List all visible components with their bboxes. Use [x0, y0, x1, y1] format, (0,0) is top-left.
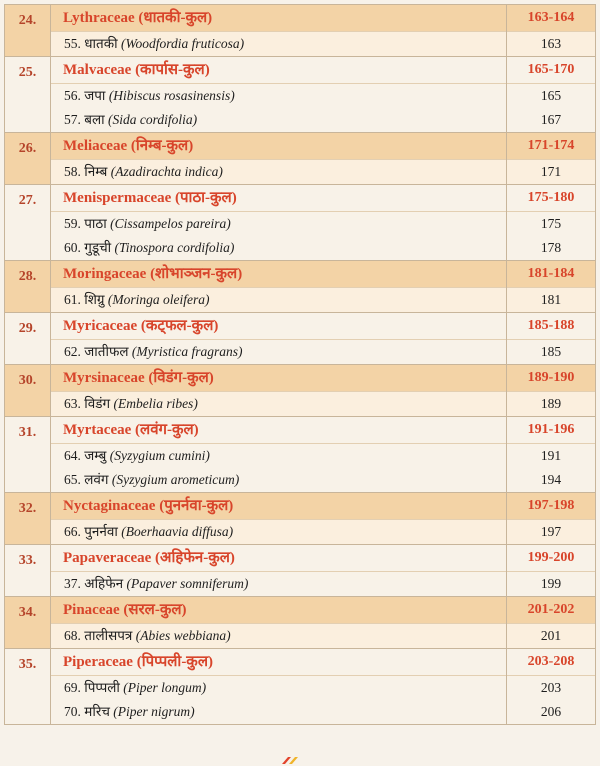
family-row [5, 597, 595, 649]
page-column [507, 649, 595, 724]
page-column [507, 261, 595, 312]
family-row [5, 545, 595, 597]
page-column [507, 365, 595, 416]
plant-page-number: 189 [507, 392, 595, 416]
family-number: 34. [5, 597, 51, 648]
family-entries [51, 649, 507, 724]
plant-label: 58. निम्ब [64, 164, 108, 179]
plant-latin-name: (Embelia ribes) [113, 396, 198, 411]
plant-label: 68. तालीसपत्र [64, 628, 133, 643]
plant-label: 59. पाठा [64, 216, 107, 231]
plant-latin-name: (Boerhaavia diffusa) [121, 524, 234, 539]
page-column [507, 597, 595, 648]
family-hindi-name: (लवंग-कुल) [135, 422, 199, 438]
logo-mark-icon [280, 755, 304, 765]
family-row [5, 185, 595, 261]
plant-entry[interactable] [51, 444, 506, 468]
family-number: 33. [5, 545, 51, 596]
plant-entry[interactable] [51, 624, 506, 648]
family-row [5, 261, 595, 313]
family-name: Meliaceae [63, 138, 128, 154]
plant-latin-name: (Syzygium arometicum) [111, 472, 240, 487]
family-page-range: 199-200 [507, 545, 595, 572]
plant-page-number: 171 [507, 160, 595, 184]
plant-entry[interactable] [51, 572, 506, 596]
plant-label: 62. जातीफल [64, 344, 129, 359]
family-heading[interactable] [51, 5, 506, 32]
plant-latin-name: (Hibiscus rosasinensis) [108, 88, 235, 103]
family-name: Malvaceae [63, 62, 132, 78]
family-heading[interactable] [51, 261, 506, 288]
plant-entry[interactable] [51, 108, 506, 132]
family-row [5, 133, 595, 185]
page-column [507, 133, 595, 184]
plant-label: 70. मरिच [64, 704, 110, 719]
page-column [507, 57, 595, 132]
family-entries [51, 185, 507, 260]
plant-entry[interactable] [51, 340, 506, 364]
family-name: Piperaceae [63, 654, 133, 670]
family-heading[interactable] [51, 365, 506, 392]
family-hindi-name: (पाठा-कुल) [175, 190, 237, 206]
family-number: 25. [5, 57, 51, 132]
plant-entry[interactable] [51, 676, 506, 700]
plant-label: 69. पिप्पली [64, 680, 120, 695]
family-name: Myrtaceae [63, 422, 132, 438]
family-number: 35. [5, 649, 51, 724]
family-entries [51, 545, 507, 596]
family-name: Pinaceae [63, 602, 120, 618]
family-hindi-name: (पुनर्नवा-कुल) [159, 498, 234, 514]
plant-label: 55. धातकी [64, 36, 118, 51]
plant-entry[interactable] [51, 700, 506, 724]
family-name: Moringaceae [63, 266, 147, 282]
plant-page-number: 206 [507, 700, 595, 724]
plant-label: 64. जम्बु [64, 448, 107, 463]
family-heading[interactable] [51, 493, 506, 520]
family-hindi-name: (पिप्पली-कुल) [136, 654, 213, 670]
family-hindi-name: (शोभाञ्जन-कुल) [150, 266, 243, 282]
plant-latin-name: (Azadirachta indica) [110, 164, 223, 179]
plant-page-number: 181 [507, 288, 595, 312]
plant-label: 63. विडंग [64, 396, 111, 411]
family-entries [51, 57, 507, 132]
page-column [507, 185, 595, 260]
family-page-range: 191-196 [507, 417, 595, 444]
plant-entry[interactable] [51, 468, 506, 492]
plant-label: 66. पुनर्नवा [64, 524, 118, 539]
family-heading[interactable] [51, 597, 506, 624]
family-entries [51, 493, 507, 544]
family-entries [51, 5, 507, 56]
family-number: 27. [5, 185, 51, 260]
plant-latin-name: (Woodfordia fruticosa) [120, 36, 245, 51]
plant-latin-name: (Abies webbiana) [135, 628, 231, 643]
family-number: 31. [5, 417, 51, 492]
plant-label: 57. बला [64, 112, 105, 127]
family-page-range: 163-164 [507, 5, 595, 32]
page-column [507, 417, 595, 492]
family-hindi-name: (सरल-कुल) [123, 602, 187, 618]
plant-page-number: 167 [507, 108, 595, 132]
plant-entry[interactable] [51, 520, 506, 544]
plant-latin-name: (Syzygium cumini) [109, 448, 210, 463]
plant-page-number: 178 [507, 236, 595, 260]
family-name: Papaveraceae [63, 550, 152, 566]
family-name: Myrsinaceae [63, 370, 145, 386]
plant-label: 56. जपा [64, 88, 106, 103]
plant-latin-name: (Piper nigrum) [113, 704, 195, 719]
family-hindi-name: (कट्फल-कुल) [140, 318, 219, 334]
page-column [507, 493, 595, 544]
family-heading[interactable] [51, 57, 506, 84]
family-page-range: 165-170 [507, 57, 595, 84]
plant-entry[interactable] [51, 212, 506, 236]
family-hindi-name: (अहिफेन-कुल) [155, 550, 235, 566]
plant-page-number: 194 [507, 468, 595, 492]
family-row [5, 493, 595, 545]
plant-entry[interactable] [51, 288, 506, 312]
plant-latin-name: (Myristica fragrans) [131, 344, 243, 359]
family-entries [51, 417, 507, 492]
family-entries [51, 365, 507, 416]
plant-page-number: 197 [507, 520, 595, 544]
family-page-range: 185-188 [507, 313, 595, 340]
plant-page-number: 175 [507, 212, 595, 236]
plant-page-number: 201 [507, 624, 595, 648]
plant-entry[interactable] [51, 160, 506, 184]
family-row [5, 313, 595, 365]
plant-entry[interactable] [51, 32, 506, 56]
family-row [5, 5, 595, 57]
plant-label: 65. लवंग [64, 472, 109, 487]
family-hindi-name: (धातकी-कुल) [138, 10, 213, 26]
plant-page-number: 185 [507, 340, 595, 364]
plant-label: 37. अहिफेन [64, 576, 124, 591]
family-page-range: 175-180 [507, 185, 595, 212]
family-page-range: 203-208 [507, 649, 595, 676]
plant-latin-name: (Tinospora cordifolia) [114, 240, 235, 255]
plant-entry[interactable] [51, 84, 506, 108]
family-row [5, 417, 595, 493]
family-number: 29. [5, 313, 51, 364]
plant-page-number: 203 [507, 676, 595, 700]
family-entries [51, 313, 507, 364]
family-name: Lythraceae [63, 10, 135, 26]
plant-latin-name: (Piper longum) [123, 680, 207, 695]
family-page-range: 201-202 [507, 597, 595, 624]
plant-latin-name: (Sida cordifolia) [107, 112, 198, 127]
plant-label: 61. शिग्रु [64, 292, 105, 307]
plant-latin-name: (Moringa oleifera) [107, 292, 210, 307]
page-column [507, 5, 595, 56]
plant-latin-name: (Cissampelos pareira) [110, 216, 231, 231]
plant-page-number: 199 [507, 572, 595, 596]
page-column [507, 545, 595, 596]
family-number: 30. [5, 365, 51, 416]
page-column [507, 313, 595, 364]
plant-entry[interactable] [51, 392, 506, 416]
table-of-contents [4, 4, 596, 725]
family-heading[interactable] [51, 185, 506, 212]
family-row [5, 649, 595, 725]
family-heading[interactable] [51, 417, 506, 444]
family-hindi-name: (कार्पास-कुल) [135, 62, 210, 78]
family-heading[interactable] [51, 649, 506, 676]
family-number: 28. [5, 261, 51, 312]
family-number: 24. [5, 5, 51, 56]
family-entries [51, 261, 507, 312]
family-heading[interactable] [51, 545, 506, 572]
plant-page-number: 163 [507, 32, 595, 56]
family-page-range: 171-174 [507, 133, 595, 160]
family-hindi-name: (निम्ब-कुल) [130, 138, 194, 154]
family-entries [51, 597, 507, 648]
family-row [5, 57, 595, 133]
family-name: Menispermaceae [63, 190, 172, 206]
family-row [5, 365, 595, 417]
family-number: 26. [5, 133, 51, 184]
family-entries [51, 133, 507, 184]
plant-entry[interactable] [51, 236, 506, 260]
family-heading[interactable] [51, 313, 506, 340]
plant-latin-name: (Papaver somniferum) [126, 576, 249, 591]
family-name: Nyctaginaceae [63, 498, 156, 514]
plant-page-number: 191 [507, 444, 595, 468]
family-number: 32. [5, 493, 51, 544]
family-page-range: 189-190 [507, 365, 595, 392]
family-page-range: 181-184 [507, 261, 595, 288]
family-page-range: 197-198 [507, 493, 595, 520]
family-name: Myricaceae [63, 318, 138, 334]
plant-label: 60. गुडूची [64, 240, 112, 255]
family-heading[interactable] [51, 133, 506, 160]
family-hindi-name: (विडंग-कुल) [148, 370, 214, 386]
plant-page-number: 165 [507, 84, 595, 108]
